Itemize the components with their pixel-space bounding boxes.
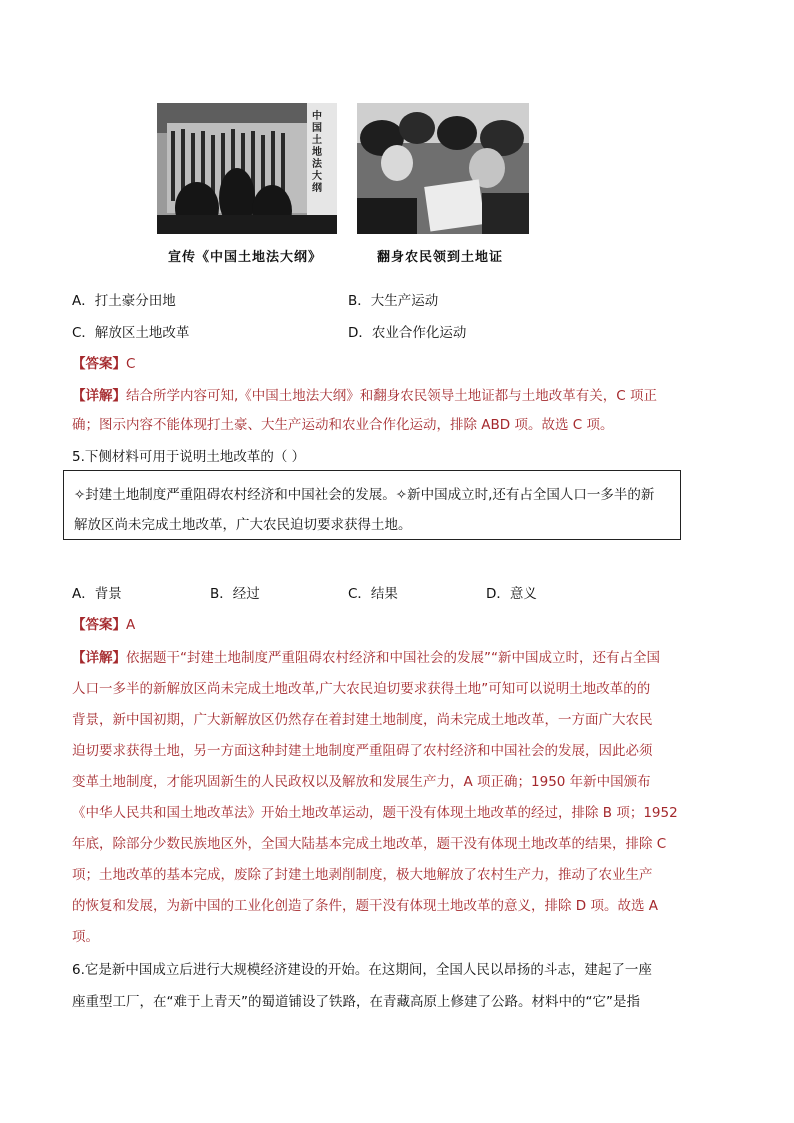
q5-detail-line-10: 项。 (72, 929, 99, 945)
q4-detail-line-1 (72, 384, 657, 404)
q4-detail-line-2: 确；图示内容不能体现打土豪、大生产运动和农业合作化运动，排除 ABD 项。故选 C 项。 (72, 417, 614, 433)
q6-stem-line-1: 6.它是新中国成立后进行大规模经济建设的开始。在这期间，全国人民以昂扬的斗志，建起了一座 (72, 962, 652, 978)
q4-option-c: C．解放区土地改革 (72, 325, 190, 341)
figure-caption-right: 翻身农民领到土地证 (377, 250, 504, 265)
q5-detail-text-1: 依据题干“封建土地制度严重阻碍农村经济和中国社会的发展”“新中国成立时，还有占全国 (126, 650, 660, 666)
q5-detail-line-9: 的恢复和发展，为新中国的工业化创造了条件，题干没有体现土地改革的意义，排除 D 项。故选 A (72, 898, 659, 914)
land-law-propaganda-image (157, 103, 337, 234)
q5-detail-line-4: 迫切要求获得土地，另一方面这种封建土地制度严重阻碍了农村经济和中国社会的发展，因此必须 (72, 743, 653, 759)
q5-detail-line-3: 背景，新中国初期，广大新解放区仍然存在着封建土地制度，尚未完成土地改革，一方面广大农民 (72, 712, 653, 728)
q5-detail-label: 【详解】 (72, 650, 126, 666)
q4-detail-label: 【详解】 (72, 388, 126, 404)
q4-option-d: D．农业合作化运动 (348, 325, 467, 341)
q5-detail-line-2: 人口一多半的新解放区尚未完成土地改革,广大农民迫切要求获得土地”可知可以说明土地改革的的 (72, 681, 651, 697)
q5-detail-line-6: 《中华人民共和国土地改革法》开始土地改革运动，题干没有体现土地改革的经过，排除 B 项；1952 (72, 805, 678, 821)
photo-land-law-propaganda (157, 103, 337, 234)
land-law-vertical-title: 中国土地法大纲 (312, 111, 322, 194)
q5-detail-line-5: 变革土地制度，才能巩固新生的人民政权以及解放和发展生产力，A 项正确；1950 年新中国颁布 (72, 774, 651, 790)
q5-detail-line-7: 年底，除部分少数民族地区外，全国大陆基本完成土地改革，题干没有体现土地改革的结果，排除 C (72, 836, 667, 852)
q5-answer-value: A (126, 617, 136, 633)
q5-stem: 5.下侧材料可用于说明土地改革的（ ） (72, 449, 306, 465)
q5-answer-label: 【答案】 (72, 617, 126, 633)
q5-material-line-1: ✧封建土地制度严重阻碍农村经济和中国社会的发展。✧新中国成立时,还有占全国人口一多半的新 (74, 487, 655, 503)
q5-detail-line-8: 项；土地改革的基本完成，废除了封建土地剥削制度，极大地解放了农村生产力，推动了农业生产 (72, 867, 653, 883)
q5-material-line-2: 解放区尚未完成土地改革，广大农民迫切要求获得土地。 (74, 517, 412, 533)
q4-answer-label: 【答案】 (72, 356, 126, 372)
peasants-land-certificate-image (357, 103, 529, 234)
q4-detail-text-1: 结合所学内容可知,《中国土地法大纲》和翻身农民领导土地证都与土地改革有关，C 项正 (126, 388, 658, 404)
photo-peasants-land-certificate (357, 103, 529, 234)
q4-option-b: B．大生产运动 (348, 293, 439, 309)
q4-answer (72, 352, 135, 372)
q5-option-a: A．背景 (72, 586, 122, 602)
q5-option-b: B．经过 (210, 586, 260, 602)
figure-caption-left: 宣传《中国土地法大纲》 (168, 250, 323, 265)
q4-answer-value: C (126, 356, 136, 372)
q6-stem-line-2: 座重型工厂，在“难于上青天”的蜀道铺设了铁路，在青藏高原上修建了公路。材料中的“它”是指 (72, 994, 640, 1010)
q5-answer (72, 613, 135, 633)
q5-detail-line-1 (72, 646, 660, 666)
q4-option-a: A．打土豪分田地 (72, 293, 176, 309)
q5-option-c: C．结果 (348, 586, 398, 602)
q5-option-d: D．意义 (486, 586, 537, 602)
